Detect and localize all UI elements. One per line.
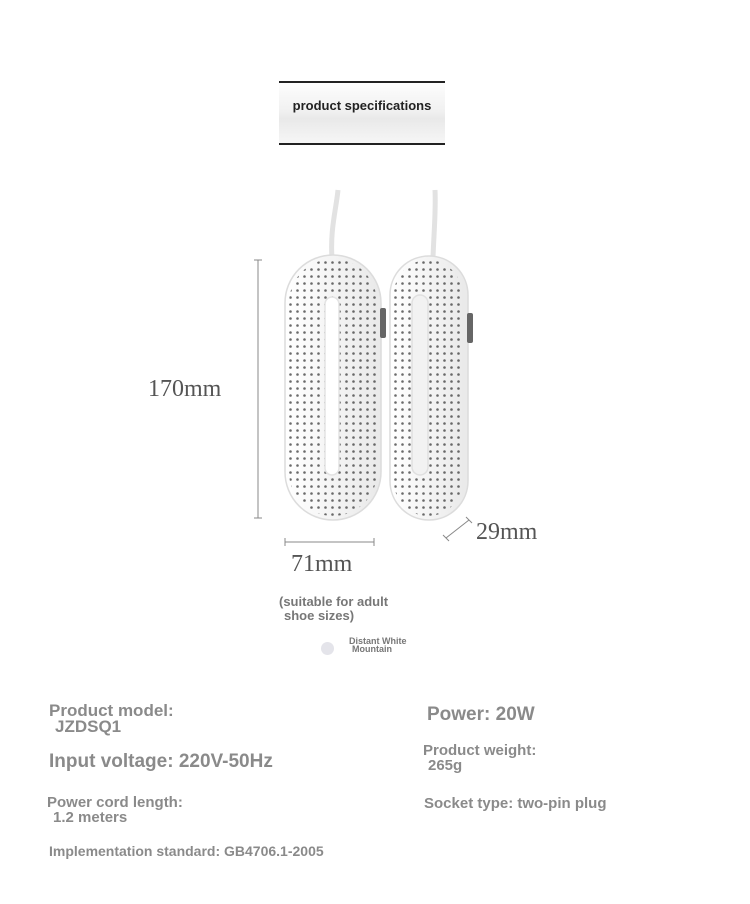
dryer-front-view [285,255,386,520]
spec-cord-label: Power cord length: [47,794,183,811]
spec-weight [423,743,536,773]
size-note-line1: (suitable for adult [279,594,389,609]
brand-dot [321,642,334,655]
brand-line2: Mountain [352,644,392,654]
width-label: 71mm [291,551,353,577]
spec-model-label: Product model: [49,701,174,720]
power-cord-left [332,190,338,258]
power-cord-right [433,190,435,258]
spec-title: product specifications [292,98,432,113]
height-label: 170mm [148,376,222,402]
spec-standard: Implementation standard: GB4706.1-2005 [49,843,324,859]
spec-voltage: Input voltage: 220V-50Hz [49,751,273,772]
depth-label: 29mm [476,519,538,545]
height-dimension-line [254,260,262,518]
size-note [279,595,388,623]
spec-weight-value: 265g [428,757,463,774]
width-dimension-line [285,538,374,546]
spec-weight-label: Product weight: [423,742,537,759]
spec-cord-value: 1.2 meters [53,809,128,826]
dryer-side-view [390,256,473,520]
spec-model [49,703,174,735]
depth-dimension-line [443,517,472,541]
size-note-line2: shoe sizes) [284,608,355,623]
spec-socket: Socket type: two-pin plug [424,795,607,812]
spec-model-value: JZDSQ1 [55,717,122,736]
spec-cord [47,795,183,825]
brand-line1: Distant White [349,636,407,646]
spec-power: Power: 20W [427,704,535,725]
brand-name [349,637,407,653]
